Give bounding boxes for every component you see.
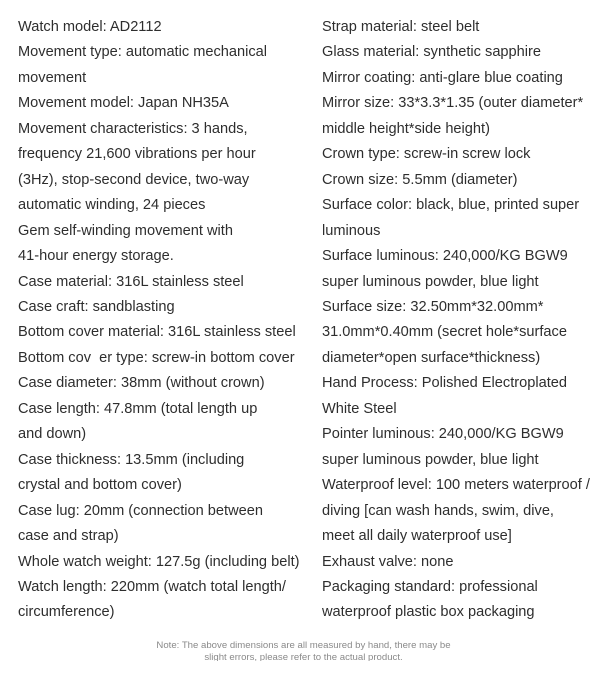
spec-line: frequency 21,600 vibrations per hour [18,146,256,163]
measurement-note-line: Note: The above dimensions are all measured by hand, there may be [156,640,451,651]
measurement-note-line: slight errors, please refer to the actual product. [204,652,403,661]
spec-line: Case thickness: 13.5mm (including [18,451,245,468]
spec-line: crystal and bottom cover) [18,477,182,494]
spec-list-left [18,15,300,626]
spec-line: 41-hour energy storage. [18,248,174,265]
spec-line: Hand Process: Polished Electroplated [322,375,567,392]
spec-line: automatic winding, 24 pieces [18,197,206,214]
spec-line: Surface size: 32.50mm*32.00mm* [322,298,544,315]
spec-line: Exhaust valve: none [322,553,454,570]
spec-line: Movement model: Japan NH35A [18,95,229,112]
spec-line: movement [18,69,87,86]
spec-line: Glass material: synthetic sapphire [322,44,541,61]
spec-line: Case craft: sandblasting [18,298,175,315]
spec-line: Crown type: screw-in screw lock [322,146,531,163]
spec-line: 31.0mm*0.40mm (secret hole*surface [322,324,567,341]
spec-line: Case length: 47.8mm (total length up [18,400,258,417]
spec-line: Packaging standard: professional [322,578,538,595]
spec-line: meet all daily waterproof use] [322,528,512,545]
spec-line: middle height*side height) [322,120,490,137]
spec-line: Movement type: automatic mechanical [18,44,268,61]
spec-line: White Steel [322,400,397,417]
spec-line: super luminous powder, blue light [322,451,539,468]
spec-line: Pointer luminous: 240,000/KG BGW9 [322,426,564,443]
spec-line: case and strap) [18,528,119,545]
spec-line: Watch length: 220mm (watch total length/ [18,578,286,595]
spec-line: Case diameter: 38mm (without crown) [18,375,265,392]
spec-line: luminous [322,222,381,239]
spec-line: super luminous powder, blue light [322,273,539,290]
spec-line: Gem self-winding movement with [18,222,233,239]
spec-line: Case lug: 20mm (connection between [18,502,263,519]
spec-line: Case material: 316L stainless steel [18,273,244,290]
spec-line: Surface color: black, blue, printed super [322,197,580,214]
spec-line: diameter*open surface*thickness) [322,349,541,366]
spec-line: Strap material: steel belt [322,19,480,35]
spec-line: Surface luminous: 240,000/KG BGW9 [322,248,568,265]
spec-line: circumference) [18,604,115,621]
spec-line: waterproof plastic box packaging [322,604,535,621]
spec-line: Bottom cover material: 316L stainless steel [18,324,296,341]
spec-line: and down) [18,426,87,443]
spec-line: Movement characteristics: 3 hands, [18,120,248,137]
spec-line: diving [can wash hands, swim, dive, [322,502,554,519]
spec-line: (3Hz), stop-second device, two-way [18,171,250,188]
spec-list-right [322,15,590,626]
spec-line: Bottom cov er type: screw-in bottom cover [18,349,295,366]
measurement-note [0,640,607,661]
spec-line: Mirror size: 33*3.3*1.35 (outer diameter* [322,95,584,112]
spec-line: Waterproof level: 100 meters waterproof / [322,477,590,494]
spec-line: Mirror coating: anti-glare blue coating [322,69,563,86]
spec-line: Crown size: 5.5mm (diameter) [322,171,518,188]
spec-line: Whole watch weight: 127.5g (including belt) [18,553,300,570]
spec-line: Watch model: AD2112 [18,19,162,35]
